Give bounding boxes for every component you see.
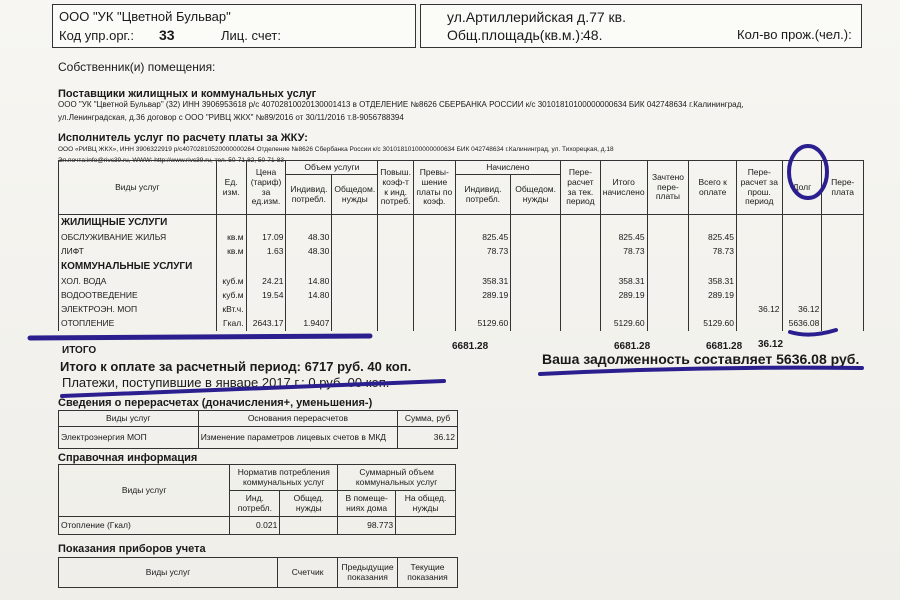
cell-overpaid: [647, 215, 689, 231]
recalc-row-service: Электроэнергия МОП: [59, 427, 199, 449]
cell-price: 19.54: [246, 289, 286, 303]
cell-excess: [413, 317, 455, 331]
cell-recalc: [561, 275, 601, 289]
th-charged: Начислено: [455, 161, 560, 175]
table-section-row: [59, 215, 864, 231]
cell-debt: 5636.08: [782, 317, 822, 331]
cell-excess: [413, 303, 455, 317]
cell-service: ХОЛ. ВОДА: [59, 275, 217, 289]
cell-debt: [782, 231, 822, 245]
ref-row-service: Отопление (Гкал): [59, 517, 230, 535]
cell-overpaid: [647, 275, 689, 289]
cell-total-charged: [600, 215, 647, 231]
cell-ch-ind: [455, 215, 511, 231]
cell-overpaid: [647, 245, 689, 259]
cell-total-due: [689, 303, 737, 317]
th-overpay: Пере- плата: [822, 161, 864, 215]
providers-line-1: ООО "УК "Цветной Бульвар" (32) ИНН 3906953618 р/с 40702810020130001413 в ОТДЕЛЕНИЕ №8626 СБЕРБАНКА РОССИИ к/с 30101810100000000634 БИК 042748634 г.Калининград,: [58, 100, 744, 109]
cell-debt: [782, 215, 822, 231]
ref-row-common-needs: [396, 517, 456, 535]
cell-total-due: [689, 215, 737, 231]
cell-overpay: [822, 215, 864, 231]
cell-ch-common: [511, 303, 561, 317]
cell-coef: [378, 259, 414, 275]
executor-line-1: ООО «РИВЦ ЖКХ», ИНН 3906322919 р/с40702810520000000264 Отделение №8626 Сбербанка России к/с 30101810100000000634 БИК 042748634 г.Калининград, ул. Тихорецкая, д.18: [58, 146, 614, 153]
cell-vol-common: [332, 231, 378, 245]
cell-recalc: [561, 317, 601, 331]
cell-recalc: [561, 215, 601, 231]
meters-h-prev: Предыдущие показания: [338, 558, 398, 588]
recalc-table: [58, 410, 458, 449]
cell-vol-ind: 1.9407: [286, 317, 332, 331]
providers-line-2: ул.Ленинградская, д.36 договор с ООО "РИВЦ ЖКХ" №89/2016 от 30/11/2016 т.8-9056788394: [58, 113, 404, 122]
meters-title: Показания приборов учета: [58, 543, 206, 555]
account-label: Лиц. счет:: [221, 28, 281, 43]
cell-ch-ind: [455, 303, 511, 317]
ref-h-norm: Норматив потребления коммунальных услуг: [230, 465, 338, 491]
cell-overpay: [822, 317, 864, 331]
cell-overpaid: [647, 231, 689, 245]
cell-recalc-prev: 36.12: [736, 303, 782, 317]
cell-ch-common: [511, 215, 561, 231]
underline-heating: [30, 336, 370, 338]
cell-recalc-prev: [736, 215, 782, 231]
cell-coef: [378, 317, 414, 331]
th-excess: Превы- шение платы по коэф.: [413, 161, 455, 215]
area-value: 48.: [583, 27, 603, 43]
th-debt: Долг: [782, 161, 822, 215]
meters-h-meter: Счетчик: [278, 558, 338, 588]
cell-price: 24.21: [246, 275, 286, 289]
ref-row-ind: 0.021: [230, 517, 280, 535]
cell-total-charged: 825.45: [600, 231, 647, 245]
cell-ch-ind: 289.19: [455, 289, 511, 303]
cell-price: 17.09: [246, 231, 286, 245]
cell-ch-common: [511, 289, 561, 303]
cell-ch-common: [511, 275, 561, 289]
cell-total-charged: 78.73: [600, 245, 647, 259]
executor-title: Исполнитель услуг по расчету платы за ЖКУ:: [58, 132, 308, 144]
cell-service: ОБСЛУЖИВАНИЕ ЖИЛЬЯ: [59, 231, 217, 245]
underline-debt-statement: [540, 368, 862, 374]
meters-h-curr: Текущие показания: [398, 558, 458, 588]
charges-body: [59, 215, 864, 331]
cell-overpaid: [647, 259, 689, 275]
cell-total-charged: [600, 303, 647, 317]
th-overpaid: Зачтено пере- платы: [647, 161, 689, 215]
cell-total-charged: 358.31: [600, 275, 647, 289]
cell-overpay: [822, 303, 864, 317]
cell-excess: [413, 231, 455, 245]
cell-overpaid: [647, 289, 689, 303]
table-row: [59, 245, 864, 259]
cell-excess: [413, 289, 455, 303]
th-vol-ind: Индивид. потребл.: [286, 175, 332, 215]
cell-recalc: [561, 303, 601, 317]
cell-price: [246, 259, 286, 275]
header-left-box: [52, 4, 416, 48]
cell-vol-ind: 14.80: [286, 275, 332, 289]
cell-service: ОТОПЛЕНИЕ: [59, 317, 217, 331]
cell-total-charged: 5129.60: [600, 317, 647, 331]
total-label: ИТОГО: [62, 345, 97, 356]
header-right-box: [420, 4, 862, 48]
cell-vol-common: [332, 275, 378, 289]
underline-debt-value: [790, 330, 836, 335]
table-row: [59, 317, 864, 331]
recalc-row-sum: 36.12: [398, 427, 458, 449]
th-coef: Повыш. коэф-т к инд. потреб.: [378, 161, 414, 215]
cell-coef: [378, 303, 414, 317]
cell-recalc: [561, 231, 601, 245]
residents-label: Кол-во прож.(чел.):: [737, 27, 852, 42]
cell-vol-common: [332, 317, 378, 331]
th-price: Цена (тариф) за ед.изм.: [246, 161, 286, 215]
th-total-due: Всего к оплате: [689, 161, 737, 215]
cell-overpaid: [647, 303, 689, 317]
cell-vol-ind: [286, 303, 332, 317]
ref-h-service: Виды услуг: [59, 465, 230, 517]
cell-ch-ind: 78.73: [455, 245, 511, 259]
cell-recalc-prev: [736, 245, 782, 259]
cell-total-due: 358.31: [689, 275, 737, 289]
ref-h-total: Суммарный объем коммунальных услуг: [338, 465, 456, 491]
cell-vol-common: [332, 245, 378, 259]
cell-ch-ind: 5129.60: [455, 317, 511, 331]
recalc-h-service: Виды услуг: [59, 411, 199, 427]
cell-price: [246, 215, 286, 231]
cell-debt: [782, 289, 822, 303]
cell-overpay: [822, 245, 864, 259]
ref-row-rooms: 98.773: [338, 517, 396, 535]
table-row: [59, 275, 864, 289]
ref-row-common: [280, 517, 338, 535]
cell-debt: [782, 245, 822, 259]
cell-overpay: [822, 259, 864, 275]
reference-title: Справочная информация: [58, 452, 198, 464]
cell-unit: куб.м: [216, 289, 246, 303]
cell-coef: [378, 231, 414, 245]
cell-price: 2643.17: [246, 317, 286, 331]
cell-unit: [216, 215, 246, 231]
cell-ch-common: [511, 245, 561, 259]
ref-h-rooms: В помеще- ниях дома: [338, 491, 396, 517]
cell-overpaid: [647, 317, 689, 331]
th-recalc-prev: Пере- расчет за прош. период: [736, 161, 782, 215]
cell-ch-ind: 825.45: [455, 231, 511, 245]
cell-total-due: 78.73: [689, 245, 737, 259]
cell-price: [246, 303, 286, 317]
payments-received: Платежи, поступившие в январе 2017 г.: 0 руб. 00 коп.: [62, 375, 390, 390]
ref-h-ind: Инд. потребл.: [230, 491, 280, 517]
cell-service: ЭЛЕКТРОЭН. МОП: [59, 303, 217, 317]
cell-vol-ind: 14.80: [286, 289, 332, 303]
cell-coef: [378, 245, 414, 259]
cell-vol-ind: 48.30: [286, 231, 332, 245]
cell-ch-common: [511, 259, 561, 275]
reference-table: [58, 464, 456, 535]
cell-total-charged: 289.19: [600, 289, 647, 303]
org-name: ООО "УК "Цветной Бульвар": [59, 9, 231, 24]
table-row: [59, 303, 864, 317]
cell-total-charged: [600, 259, 647, 275]
recalc-title: Сведения о перерасчетах (доначисления+, уменьшения-): [58, 397, 373, 409]
th-total-charged: Итого начислено: [600, 161, 647, 215]
ref-h-common: Общед. нужды: [280, 491, 338, 517]
cell-unit: кв.м: [216, 245, 246, 259]
cell-total-due: 289.19: [689, 289, 737, 303]
total-to-pay: Итого к оплате за расчетный период: 6717 руб. 40 коп.: [60, 359, 412, 374]
total-recalc-prev: 36.12: [758, 339, 784, 350]
th-volume: Объем услуги: [286, 161, 378, 175]
meters-table: [58, 557, 458, 588]
ref-h-common-needs: На общед. нужды: [396, 491, 456, 517]
cell-recalc-prev: [736, 289, 782, 303]
address: ул.Артиллерийская д.77 кв.: [447, 9, 627, 25]
cell-recalc: [561, 259, 601, 275]
cell-coef: [378, 275, 414, 289]
cell-coef: [378, 215, 414, 231]
cell-excess: [413, 275, 455, 289]
providers-title: Поставщики жилищных и коммунальных услуг: [58, 88, 317, 100]
charges-table: [58, 160, 864, 331]
cell-excess: [413, 245, 455, 259]
cell-vol-ind: [286, 215, 332, 231]
cell-vol-common: [332, 259, 378, 275]
th-unit: Ед. изм.: [216, 161, 246, 215]
recalc-row-reason: Изменение параметров лицевых счетов в МКД: [198, 427, 397, 449]
th-service: Виды услуг: [59, 161, 217, 215]
cell-recalc-prev: [736, 275, 782, 289]
cell-coef: [378, 289, 414, 303]
org-code-value: 33: [159, 27, 175, 43]
executor-line-2: Эл.почта:info@rivc39.ru, WWW: http://www.rivc39.ru, тел. 50-71-82, 50-71-83: [58, 157, 284, 164]
cell-debt: [782, 275, 822, 289]
cell-unit: Гкал.: [216, 317, 246, 331]
cell-ch-ind: [455, 259, 511, 275]
cell-vol-common: [332, 215, 378, 231]
cell-debt: 36.12: [782, 303, 822, 317]
cell-recalc-prev: [736, 317, 782, 331]
recalc-h-sum: Сумма, руб: [398, 411, 458, 427]
cell-vol-ind: [286, 259, 332, 275]
cell-vol-ind: 48.30: [286, 245, 332, 259]
cell-overpay: [822, 289, 864, 303]
cell-ch-common: [511, 231, 561, 245]
cell-debt: [782, 259, 822, 275]
table-row: [59, 289, 864, 303]
th-ch-common: Общедом. нужды: [511, 175, 561, 215]
cell-overpay: [822, 275, 864, 289]
owner-label: Собственник(и) помещения:: [58, 60, 216, 74]
table-row: [59, 231, 864, 245]
meters-h-service: Виды услуг: [59, 558, 278, 588]
cell-excess: [413, 215, 455, 231]
cell-vol-common: [332, 303, 378, 317]
th-ch-ind: Индивид. потребл.: [455, 175, 511, 215]
cell-recalc-prev: [736, 231, 782, 245]
th-vol-common: Общедом. нужды: [332, 175, 378, 215]
cell-total-due: [689, 259, 737, 275]
cell-unit: куб.м: [216, 275, 246, 289]
cell-recalc-prev: [736, 259, 782, 275]
cell-service: ЛИФТ: [59, 245, 217, 259]
total-due: 6681.28: [706, 341, 743, 352]
cell-recalc: [561, 289, 601, 303]
cell-vol-common: [332, 289, 378, 303]
cell-recalc: [561, 245, 601, 259]
th-recalc: Пере- расчет за тек. период: [561, 161, 601, 215]
area-label: Общ.площадь(кв.м.):: [447, 27, 584, 43]
table-section-row: [59, 259, 864, 275]
debt-statement: Ваша задолженность составляет 5636.08 руб.: [542, 351, 860, 367]
recalc-h-reason: Основания перерасчетов: [198, 411, 397, 427]
total-charged: 6681.28: [452, 341, 489, 352]
cell-unit: кВт.ч.: [216, 303, 246, 317]
cell-unit: кв.м: [216, 231, 246, 245]
cell-ch-common: [511, 317, 561, 331]
cell-ch-ind: 358.31: [455, 275, 511, 289]
cell-total-due: 825.45: [689, 231, 737, 245]
total-sum: 6681.28: [614, 341, 651, 352]
cell-overpay: [822, 231, 864, 245]
cell-unit: [216, 259, 246, 275]
cell-total-due: 5129.60: [689, 317, 737, 331]
org-code-label: Код упр.орг.:: [59, 28, 134, 43]
cell-price: 1.63: [246, 245, 286, 259]
cell-service: ЖИЛИЩНЫЕ УСЛУГИ: [59, 215, 217, 231]
cell-service: ВОДООТВЕДЕНИЕ: [59, 289, 217, 303]
cell-service: КОММУНАЛЬНЫЕ УСЛУГИ: [59, 259, 217, 275]
cell-excess: [413, 259, 455, 275]
